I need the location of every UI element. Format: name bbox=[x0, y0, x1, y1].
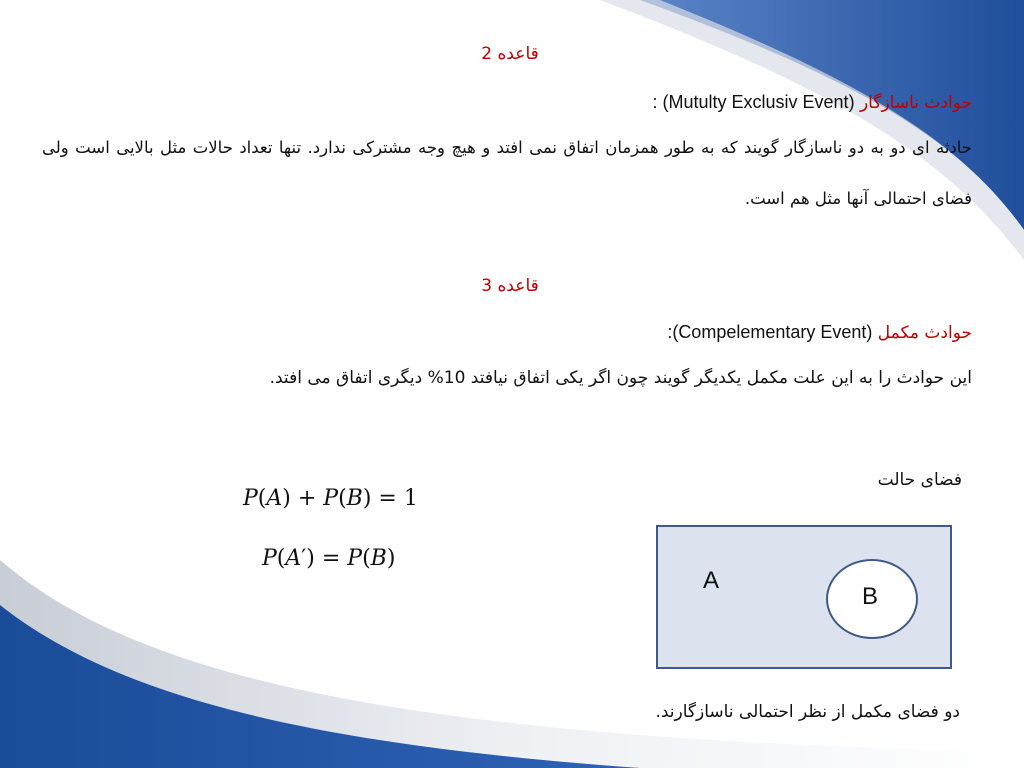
rule-2-title: قاعده 2 bbox=[481, 44, 539, 64]
formula-sum: 𝑃(𝐴) + 𝑃(𝐵) = 1 bbox=[243, 486, 418, 511]
sample-space-rectangle bbox=[656, 525, 952, 669]
rule-2-heading bbox=[653, 92, 973, 114]
rule-2-heading-en: (Mutulty Exclusiv Event) : bbox=[652, 92, 855, 112]
formula-complement: 𝑃(𝐴′) = 𝑃(𝐵) bbox=[262, 546, 396, 571]
rule-3-heading-fa: حوادث مکمل bbox=[872, 323, 972, 343]
event-b-label: B bbox=[862, 583, 879, 610]
event-b-circle bbox=[826, 559, 918, 639]
rule-3-title: قاعده 3 bbox=[481, 276, 539, 296]
rule-3-body: این حوادث را به این علت مکمل یکدیگر گویند چون اگر یکی اتفاق نیافتد 10% دیگری اتفاق می افتد. bbox=[269, 368, 972, 388]
rule-3-heading bbox=[667, 322, 972, 344]
complement-note: دو فضای مکمل از نظر احتمالی ناسازگارند. bbox=[655, 702, 960, 722]
event-a-label: A bbox=[703, 567, 720, 594]
rule-2-heading-fa: حوادث ناسازگار bbox=[854, 93, 972, 113]
rule-3-heading-en: (Compelementary Event): bbox=[667, 322, 873, 342]
rule-2-body: حادثه ای دو به دو ناسازگار گویند که به طور همزمان اتفاق نمی افتد و هیچ وجه مشترکی ندارد. تنها تعداد حالات مثل بالایی است ولی فضای احتمالی آنها مثل هم است. bbox=[42, 138, 972, 208]
sample-space-caption: فضای حالت bbox=[877, 470, 962, 490]
